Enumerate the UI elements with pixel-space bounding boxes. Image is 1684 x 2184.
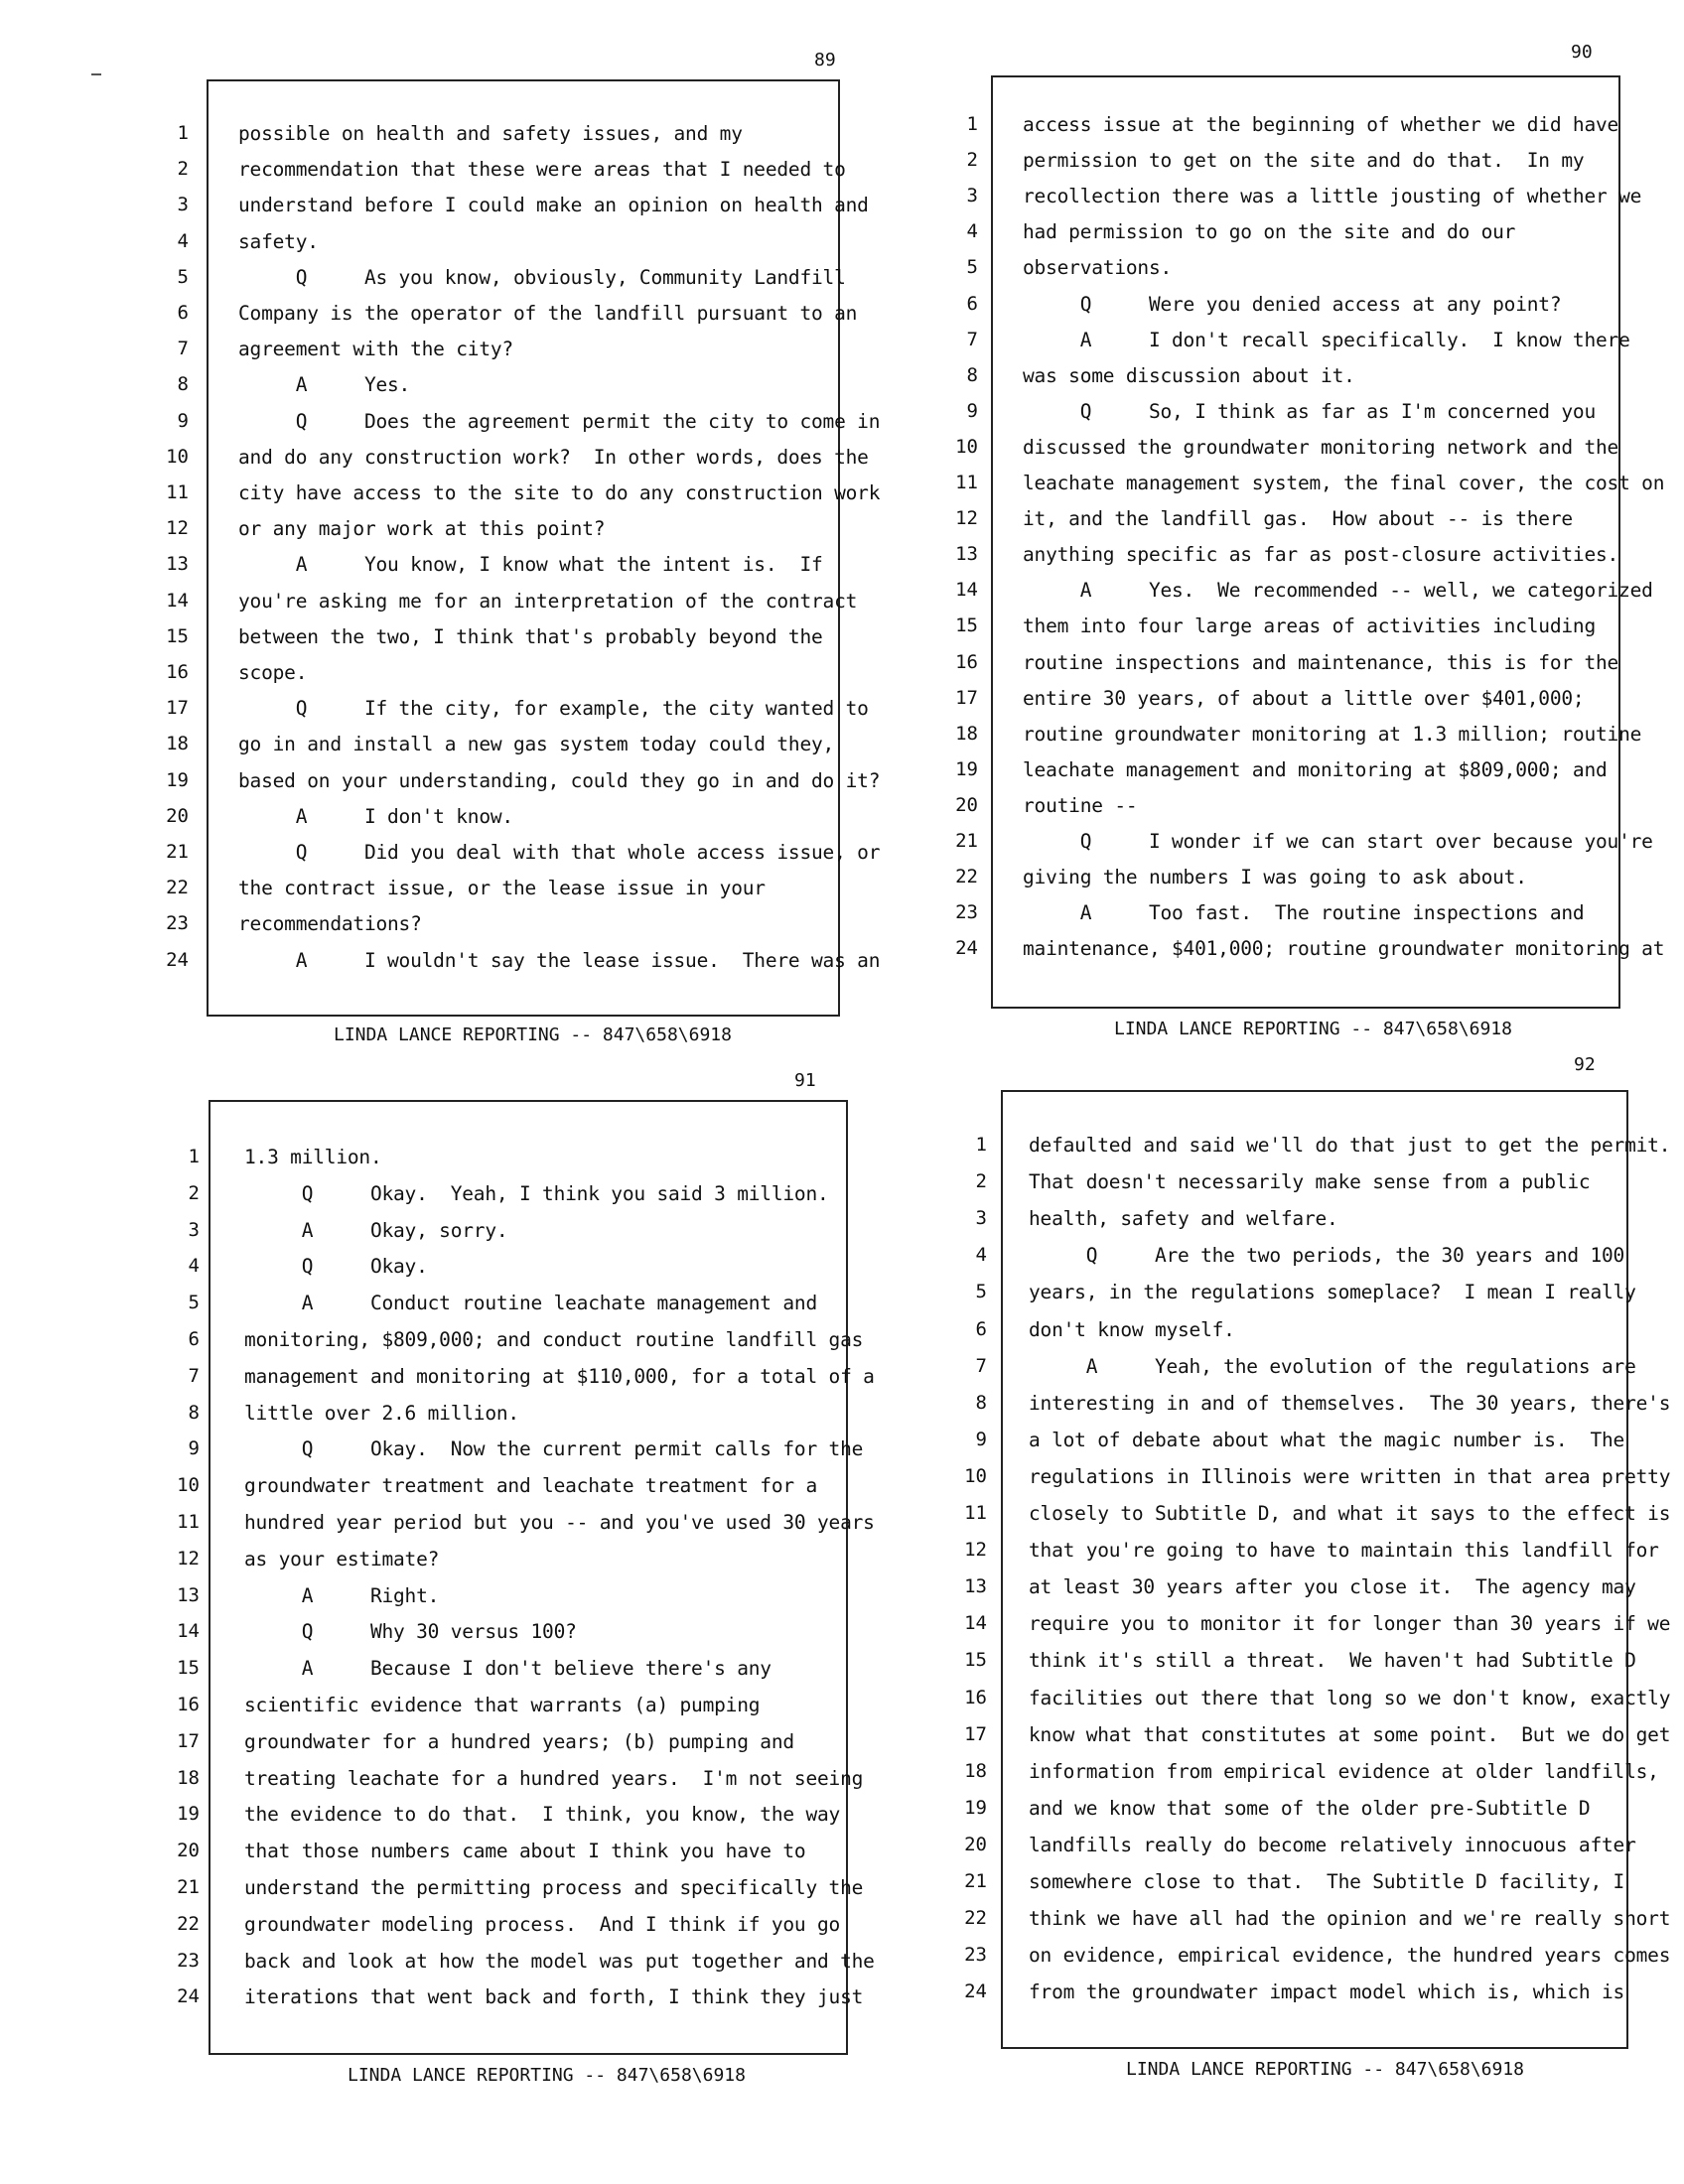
- line-number: 21: [955, 830, 978, 852]
- line-number: 14: [177, 1620, 200, 1643]
- line-number: 13: [955, 543, 978, 566]
- reporter-footer: LINDA LANCE REPORTING -- 847\658\6918: [1126, 2059, 1524, 2080]
- transcript-line: giving the numbers I was going to ask about.: [1023, 866, 1527, 889]
- transcript-line: interesting in and of themselves. The 30 years, there's: [1029, 1391, 1671, 1415]
- transcript-line: Q Okay. Now the current permit calls for the: [244, 1437, 864, 1461]
- line-number: 15: [964, 1649, 987, 1672]
- transcript-line: A Conduct routine leachate management and: [244, 1292, 817, 1315]
- transcript-line: between the two, I think that's probably beyond the: [238, 624, 823, 648]
- line-number: 17: [964, 1722, 987, 1745]
- line-number: 23: [177, 1949, 200, 1972]
- transcript-line: routine inspections and maintenance, this is for the: [1023, 650, 1619, 674]
- line-number: 4: [966, 220, 978, 243]
- transcript-line: Q Does the agreement permit the city to come in: [238, 409, 881, 433]
- line-number: 6: [975, 1317, 987, 1340]
- transcript-line: Q Okay.: [244, 1255, 428, 1279]
- transcript-line: recommendations?: [238, 912, 422, 936]
- line-number: 22: [955, 866, 978, 888]
- transcript-line: A Okay, sorry.: [244, 1218, 508, 1242]
- line-number: 2: [975, 1170, 987, 1193]
- transcript-line: leachate management system, the final cover, the cost on: [1023, 472, 1665, 494]
- page-number: 91: [794, 1070, 816, 1091]
- line-number: 1: [966, 113, 978, 135]
- transcript-line: That doesn't necessarily make sense from a public: [1029, 1170, 1591, 1194]
- transcript-line: as your estimate?: [244, 1547, 440, 1570]
- line-number: 1: [188, 1146, 200, 1167]
- line-number: 3: [966, 185, 978, 207]
- line-number: 5: [966, 256, 978, 279]
- line-number: 7: [177, 338, 189, 360]
- line-number: 16: [166, 661, 189, 683]
- line-number: 5: [188, 1292, 200, 1314]
- transcript-line: and we know that some of the older pre-Subtitle D: [1029, 1796, 1591, 1820]
- transcript-line: A Too fast. The routine inspections and: [1023, 901, 1585, 925]
- transcript-line: a lot of debate about what the magic number is. The: [1029, 1428, 1625, 1451]
- transcript-line: treating leachate for a hundred years. I'm not seeing: [244, 1766, 864, 1790]
- transcript-line: understand before I could make an opinion on health and: [238, 194, 869, 217]
- line-number: 9: [188, 1437, 200, 1460]
- line-number: 2: [188, 1181, 200, 1204]
- transcript-line: A Yes. We recommended -- well, we categorized: [1023, 579, 1653, 603]
- line-number: 24: [177, 1985, 200, 2008]
- line-number: 12: [955, 507, 978, 530]
- transcript-line: 1.3 million.: [244, 1146, 382, 1168]
- line-number: 20: [964, 1833, 987, 1855]
- line-number: 13: [177, 1583, 200, 1606]
- line-number: 10: [955, 435, 978, 458]
- transcript-line: Q I wonder if we can start over because you're: [1023, 830, 1653, 853]
- line-number: 16: [964, 1686, 987, 1708]
- transcript-line: iterations that went back and forth, I think they just: [244, 1985, 864, 2009]
- transcript-line: Company is the operator of the landfill pursuant to an: [238, 302, 858, 325]
- transcript-line: recollection there was a little jousting of whether we: [1023, 185, 1642, 208]
- line-number: 4: [188, 1255, 200, 1278]
- line-number: 14: [955, 579, 978, 602]
- line-number: 24: [955, 937, 978, 960]
- transcript-line: go in and install a new gas system today could they,: [238, 733, 835, 756]
- transcript-line: you're asking me for an interpretation of the contract: [238, 589, 858, 613]
- line-number: 21: [964, 1870, 987, 1892]
- line-number: 10: [177, 1474, 200, 1497]
- transcript-line: at least 30 years after you close it. The agency may: [1029, 1575, 1636, 1599]
- transcript-line: think it's still a threat. We haven't had Subtitle D: [1029, 1649, 1636, 1673]
- transcript-line: Q Did you deal with that whole access issue, or: [238, 841, 881, 864]
- transcript-line: recommendation that these were areas that I needed to: [238, 158, 846, 182]
- line-number: 19: [166, 768, 189, 791]
- line-number: 3: [975, 1207, 987, 1230]
- line-number: 3: [177, 194, 189, 216]
- transcript-line: entire 30 years, of about a little over $401,000;: [1023, 686, 1585, 710]
- page-number: 90: [1571, 42, 1593, 63]
- line-number: 23: [964, 1944, 987, 1967]
- line-number: 16: [177, 1694, 200, 1715]
- transcript-line: little over 2.6 million.: [244, 1401, 519, 1425]
- transcript-line: scientific evidence that warrants (a) pumping: [244, 1694, 761, 1716]
- transcript-line: permission to get on the site and do that. In my: [1023, 149, 1585, 173]
- line-number: 15: [177, 1657, 200, 1680]
- transcript-line: the contract issue, or the lease issue in your: [238, 877, 766, 900]
- line-number: 20: [955, 793, 978, 816]
- line-number: 6: [188, 1328, 200, 1350]
- line-number: 19: [955, 757, 978, 780]
- transcript-line: regulations in Illinois were written in that area pretty: [1029, 1464, 1671, 1488]
- line-number: 24: [964, 1980, 987, 2003]
- transcript-line: it, and the landfill gas. How about -- is there: [1023, 507, 1573, 531]
- transcript-line: A I don't recall specifically. I know there: [1023, 328, 1630, 351]
- transcript-line: Q So, I think as far as I'm concerned you: [1023, 399, 1596, 423]
- transcript-line: Q Why 30 versus 100?: [244, 1620, 577, 1644]
- line-number: 11: [166, 481, 189, 503]
- line-number: 13: [964, 1575, 987, 1598]
- line-number: 2: [966, 149, 978, 172]
- transcript-line: groundwater for a hundred years; (b) pumping and: [244, 1729, 794, 1753]
- line-number: 12: [964, 1539, 987, 1562]
- line-number: 1: [177, 122, 189, 144]
- line-number: 18: [177, 1766, 200, 1789]
- line-number: 19: [177, 1803, 200, 1826]
- transcript-line: was some discussion about it.: [1023, 363, 1355, 387]
- line-number: 9: [975, 1428, 987, 1450]
- line-number: 22: [166, 877, 189, 899]
- line-number: 9: [966, 399, 978, 422]
- line-number: 17: [177, 1729, 200, 1752]
- line-number: 10: [964, 1464, 987, 1487]
- transcript-line: A Right.: [244, 1583, 440, 1607]
- transcript-line: that you're going to have to maintain this landfill for: [1029, 1539, 1659, 1563]
- line-number: 11: [177, 1511, 200, 1533]
- line-number: 24: [166, 948, 189, 971]
- line-number: 8: [966, 363, 978, 386]
- transcript-line: routine groundwater monitoring at 1.3 million; routine: [1023, 722, 1642, 746]
- line-number: 19: [964, 1796, 987, 1819]
- line-number: 8: [975, 1391, 987, 1414]
- transcript-line: anything specific as far as post-closure activities.: [1023, 543, 1619, 567]
- transcript-line: safety.: [238, 229, 319, 253]
- transcript-line: groundwater modeling process. And I think if you go: [244, 1912, 841, 1936]
- line-number: 16: [955, 650, 978, 673]
- reporter-footer: LINDA LANCE REPORTING -- 847\658\6918: [348, 2065, 746, 2086]
- transcript-line: based on your understanding, could they go in and do it?: [238, 768, 881, 792]
- transcript-line: agreement with the city?: [238, 338, 513, 361]
- transcript-line: Q Okay. Yeah, I think you said 3 million.: [244, 1181, 829, 1205]
- line-number: 7: [975, 1354, 987, 1377]
- line-number: 18: [964, 1759, 987, 1782]
- transcript-line: maintenance, $401,000; routine groundwater monitoring at: [1023, 937, 1665, 961]
- line-number: 8: [177, 373, 189, 396]
- scan-mark: [91, 73, 101, 75]
- transcript-line: and do any construction work? In other words, does the: [238, 445, 869, 469]
- line-number: 12: [166, 517, 189, 540]
- reporter-footer: LINDA LANCE REPORTING -- 847\658\6918: [334, 1024, 732, 1045]
- transcript-line: A Because I don't believe there's any: [244, 1657, 772, 1681]
- transcript-line: back and look at how the model was put together and the: [244, 1949, 875, 1973]
- line-number: 10: [166, 445, 189, 468]
- line-number: 22: [964, 1907, 987, 1930]
- transcript-line: scope.: [238, 661, 308, 684]
- line-number: 15: [166, 624, 189, 647]
- line-number: 3: [188, 1218, 200, 1241]
- transcript-line: A Yeah, the evolution of the regulations are: [1029, 1354, 1636, 1378]
- line-number: 7: [188, 1364, 200, 1387]
- line-number: 9: [177, 409, 189, 432]
- line-number: 5: [177, 265, 189, 288]
- transcript-line: landfills really do become relatively innocuous after: [1029, 1833, 1636, 1856]
- page-number: 89: [814, 50, 836, 70]
- transcript-line: closely to Subtitle D, and what it says to the effect is: [1029, 1502, 1671, 1525]
- transcript-line: monitoring, $809,000; and conduct routine landfill gas: [244, 1328, 864, 1351]
- transcript-line: understand the permitting process and specifically the: [244, 1876, 864, 1899]
- line-number: 14: [964, 1612, 987, 1635]
- transcript-line: Q As you know, obviously, Community Landfill: [238, 265, 846, 289]
- transcript-line: somewhere close to that. The Subtitle D facility, I: [1029, 1870, 1625, 1893]
- line-number: 20: [177, 1840, 200, 1862]
- line-number: 22: [177, 1912, 200, 1935]
- transcript-line: A Yes.: [238, 373, 411, 397]
- line-number: 18: [166, 733, 189, 755]
- transcript-line: that those numbers came about I think you have to: [244, 1840, 806, 1863]
- line-number: 14: [166, 589, 189, 612]
- transcript-line: require you to monitor it for longer than 30 years if we: [1029, 1612, 1671, 1636]
- transcript-line: city have access to the site to do any construction work: [238, 481, 881, 504]
- transcript-line: leachate management and monitoring at $809,000; and: [1023, 757, 1608, 781]
- transcript-line: possible on health and safety issues, and my: [238, 122, 743, 145]
- transcript-line: groundwater treatment and leachate treatment for a: [244, 1474, 817, 1498]
- line-number: 7: [966, 328, 978, 350]
- transcript-line: think we have all had the opinion and we're really short: [1029, 1907, 1671, 1931]
- line-number: 17: [166, 697, 189, 720]
- line-number: 5: [975, 1281, 987, 1303]
- transcript-line: Q Are the two periods, the 30 years and 100: [1029, 1244, 1625, 1268]
- line-number: 2: [177, 158, 189, 181]
- transcript-line: health, safety and welfare.: [1029, 1207, 1338, 1231]
- transcript-line: defaulted and said we'll do that just to get the permit.: [1029, 1134, 1671, 1157]
- line-number: 4: [975, 1244, 987, 1267]
- transcript-line: them into four large areas of activities including: [1023, 614, 1596, 638]
- line-number: 6: [966, 292, 978, 315]
- transcript-line: access issue at the beginning of whether we did have: [1023, 113, 1619, 136]
- transcript-text-frame: [209, 1100, 848, 2055]
- line-number: 1: [975, 1134, 987, 1156]
- line-number: 11: [955, 472, 978, 493]
- transcript-line: facilities out there that long so we don't know, exactly: [1029, 1686, 1671, 1709]
- line-number: 18: [955, 722, 978, 745]
- transcript-line: hundred year period but you -- and you've used 30 years: [244, 1511, 875, 1534]
- transcript-line: the evidence to do that. I think, you know, the way: [244, 1803, 841, 1827]
- line-number: 12: [177, 1547, 200, 1570]
- transcript-line: from the groundwater impact model which is, which is: [1029, 1980, 1625, 2004]
- transcript-line: years, in the regulations someplace? I mean I really: [1029, 1281, 1636, 1304]
- line-number: 6: [177, 302, 189, 324]
- transcript-line: observations.: [1023, 256, 1173, 280]
- transcript-line: A You know, I know what the intent is. If: [238, 553, 823, 577]
- line-number: 17: [955, 686, 978, 709]
- line-number: 20: [166, 804, 189, 827]
- line-number: 11: [964, 1502, 987, 1524]
- transcript-text-frame: [1001, 1090, 1628, 2049]
- transcript-line: know what that constitutes at some point. But we do get: [1029, 1722, 1671, 1746]
- transcript-line: A I don't know.: [238, 804, 513, 828]
- line-number: 23: [955, 901, 978, 924]
- transcript-line: Q Were you denied access at any point?: [1023, 292, 1562, 316]
- transcript-line: information from empirical evidence at older landfills,: [1029, 1759, 1659, 1783]
- reporter-footer: LINDA LANCE REPORTING -- 847\658\6918: [1114, 1019, 1512, 1039]
- transcript-line: routine --: [1023, 793, 1138, 817]
- line-number: 23: [166, 912, 189, 935]
- line-number: 21: [177, 1876, 200, 1898]
- page-number: 92: [1574, 1054, 1596, 1075]
- transcript-line: management and monitoring at $110,000, for a total of a: [244, 1364, 875, 1388]
- line-number: 15: [955, 614, 978, 637]
- transcript-line: don't know myself.: [1029, 1317, 1235, 1341]
- line-number: 8: [188, 1401, 200, 1424]
- transcript-line: or any major work at this point?: [238, 517, 606, 541]
- line-number: 13: [166, 553, 189, 576]
- line-number: 4: [177, 229, 189, 252]
- transcript-line: on evidence, empirical evidence, the hundred years comes: [1029, 1944, 1671, 1968]
- line-number: 21: [166, 841, 189, 863]
- transcript-line: had permission to go on the site and do our: [1023, 220, 1516, 244]
- transcript-line: Q If the city, for example, the city wanted to: [238, 697, 869, 721]
- transcript-line: discussed the groundwater monitoring network and the: [1023, 435, 1619, 459]
- transcript-line: A I wouldn't say the lease issue. There was an: [238, 948, 881, 972]
